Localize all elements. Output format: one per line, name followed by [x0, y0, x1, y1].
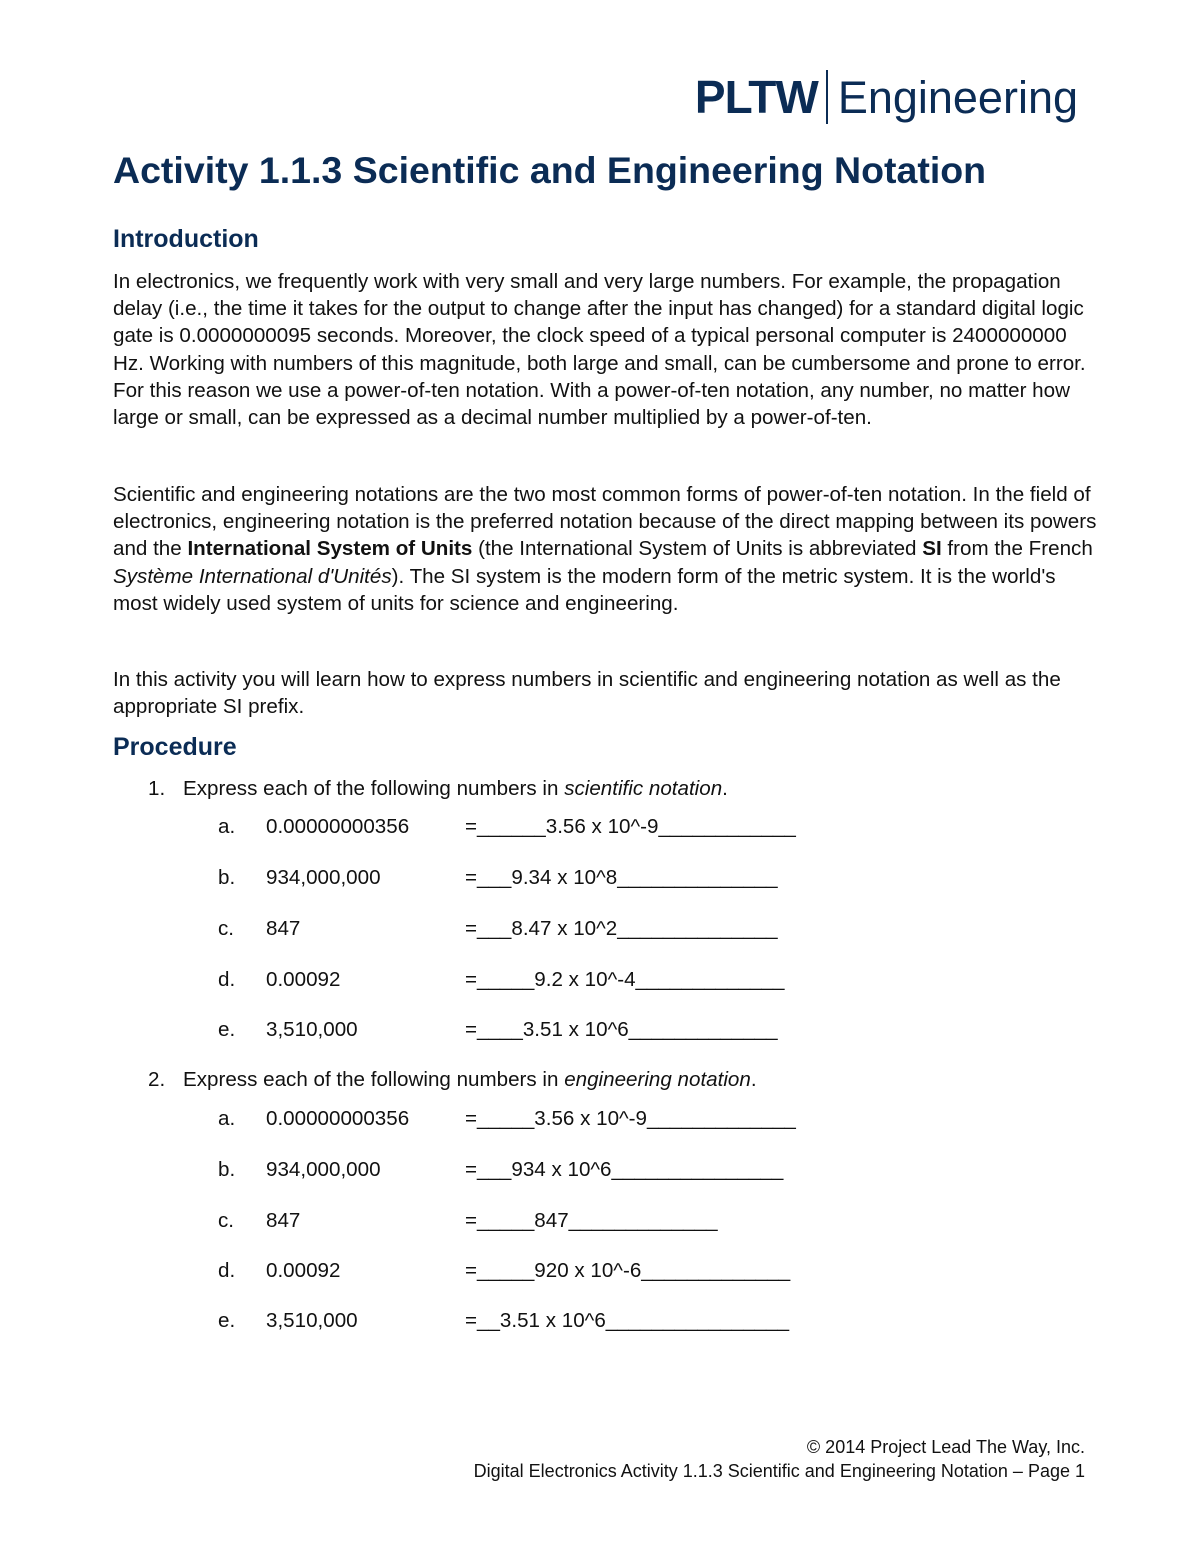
- item-number: 0.00092: [266, 1259, 341, 1282]
- item-letter: d.: [218, 1259, 236, 1282]
- item-letter: a.: [218, 1107, 236, 1130]
- logo-brand: PLTW: [694, 71, 818, 123]
- item-answer: =____3.51 x 10^6_____________: [465, 1018, 778, 1041]
- item-number: 934,000,000: [266, 1158, 381, 1181]
- step-end: .: [722, 777, 728, 800]
- step-number: 2.: [148, 1068, 166, 1091]
- footer-copyright: © 2014 Project Lead The Way, Inc.: [806, 1437, 1085, 1457]
- pltw-engineering-logo: [695, 70, 1078, 124]
- item-answer: =___8.47 x 10^2______________: [465, 917, 778, 940]
- item-number: 847: [266, 1209, 301, 1232]
- procedure-step-1: [148, 777, 728, 801]
- item-number: 0.00000000356: [266, 815, 410, 838]
- intro-paragraph-2: [113, 481, 1103, 617]
- item-answer: =___934 x 10^6_______________: [465, 1158, 784, 1181]
- item-number: 3,510,000: [266, 1018, 358, 1041]
- item-letter: a.: [218, 815, 236, 838]
- step-text: Express each of the following numbers in: [183, 777, 565, 800]
- step-end: .: [750, 1068, 757, 1091]
- p2-text-d: ). The SI system is the modern form of the metric system. It is the world's most widely used system of units for science and engineering.: [113, 564, 1056, 615]
- logo-divider: [826, 70, 828, 124]
- item-letter: d.: [218, 968, 236, 991]
- item-answer: =_____3.56 x 10^-9_____________: [465, 1107, 796, 1130]
- p2-text-b: (the International System of Units is abbreviated: [472, 537, 923, 561]
- intro-paragraph-3: In this activity you will learn how to express numbers in scientific and engineering notation as well as the appropriate SI prefix.: [113, 668, 1061, 719]
- item-number: 3,510,000: [266, 1309, 358, 1332]
- item-answer: =_____847_____________: [465, 1209, 718, 1232]
- item-letter: b.: [218, 1158, 236, 1181]
- footer-page-info: Digital Electronics Activity 1.1.3 Scientific and Engineering Notation – Page 1: [473, 1461, 1085, 1481]
- step-text: Express each of the following numbers in: [183, 1068, 565, 1091]
- item-letter: e.: [218, 1018, 236, 1041]
- item-answer: =__3.51 x 10^6________________: [465, 1309, 790, 1332]
- item-number: 0.00092: [266, 968, 341, 991]
- intro-paragraph-1: In electronics, we frequently work with very small and very large numbers. For example, the propagation delay (i.e., the time it takes for the output to change after the input has changed) for a standard digital logic gate is 0.0000000095 seconds. Moreover, the clock speed of a typical personal computer is 2400000000 Hz. Working with numbers of this magnitude, both large and small, can be cumbersome and prone to error. For this reason we use a power-of-ten notation. With a power-of-ten notation, any number, no matter how large or small, can be expressed as a decimal number multiplied by a power-of-ten.: [113, 270, 1086, 430]
- procedure-step-2: [148, 1068, 757, 1092]
- item-letter: e.: [218, 1309, 236, 1332]
- p2-bold-si: SI: [922, 537, 942, 561]
- item-number: 847: [266, 917, 301, 940]
- p2-italic-french: Système International d'Unités: [113, 564, 392, 588]
- item-letter: c.: [218, 1209, 235, 1232]
- item-answer: =_____9.2 x 10^-4_____________: [465, 968, 785, 991]
- p2-text-c: from the French: [941, 537, 1093, 561]
- logo-division: Engineering: [837, 71, 1078, 123]
- item-answer: =______3.56 x 10^-9____________: [465, 815, 796, 838]
- page-title: Activity 1.1.3 Scientific and Engineering Notation: [113, 149, 987, 191]
- procedure-heading: Procedure: [113, 733, 237, 761]
- item-number: 0.00000000356: [266, 1107, 410, 1130]
- p2-bold-si-name: International System of Units: [187, 537, 473, 561]
- step-number: 1.: [148, 777, 166, 800]
- item-letter: b.: [218, 866, 236, 889]
- p2-text-a: Scientific and engineering notations are the two most common forms of power-of-ten notation. In the field of electronics, engineering notation is the preferred notation because of the direct mapping between its powers and the: [113, 483, 1097, 561]
- introduction-heading: Introduction: [113, 225, 259, 253]
- step-italic: scientific notation: [564, 777, 723, 800]
- item-answer: =___9.34 x 10^8______________: [465, 866, 778, 889]
- step-italic: engineering notation: [564, 1068, 751, 1091]
- item-number: 934,000,000: [266, 866, 381, 889]
- item-answer: =_____920 x 10^-6_____________: [465, 1259, 791, 1282]
- item-letter: c.: [218, 917, 235, 940]
